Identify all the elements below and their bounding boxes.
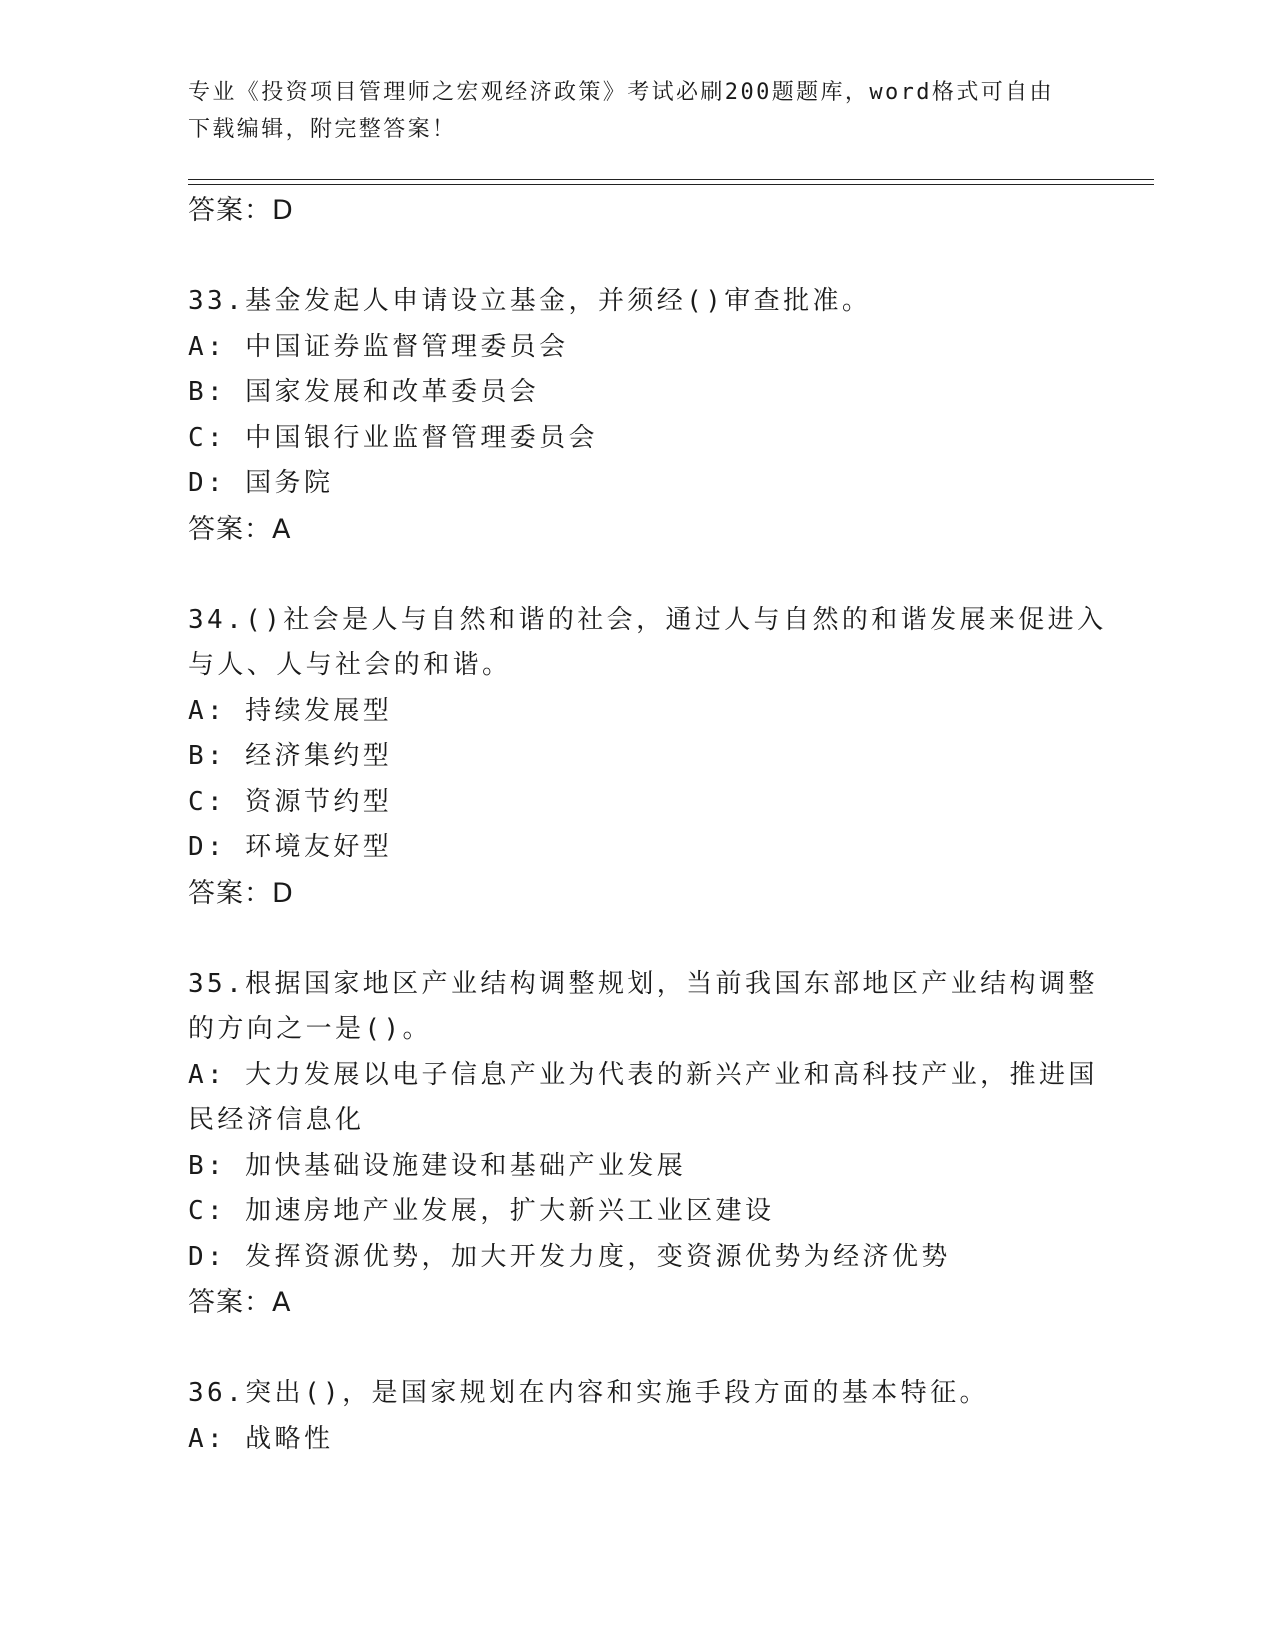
question-stem: 33.基金发起人申请设立基金，并须经()审查批准。: [188, 286, 872, 316]
question-stem: 36.突出()，是国家规划在内容和实施手段方面的基本特征。: [188, 1378, 989, 1408]
option-d: D: 发挥资源优势，加大开发力度，变资源优势为经济优势: [188, 1241, 951, 1272]
option-a: A: 持续发展型: [188, 695, 393, 726]
option-c: C: 加速房地产业发展，扩大新兴工业区建设: [188, 1196, 775, 1226]
option-c: C: 中国银行业监督管理委员会: [188, 422, 598, 453]
answer-line: 答案：A: [188, 513, 292, 545]
option-a-continued: 民经济信息化: [188, 1105, 365, 1135]
header-divider-bottom: [188, 184, 1154, 185]
option-b: B: 经济集约型: [188, 741, 393, 771]
question-block: [188, 279, 1088, 552]
question-block: [188, 598, 1107, 917]
question-block: [188, 962, 1098, 1326]
spacer: [188, 916, 1088, 962]
question-stem-continued: 与人、人与社会的和谐。: [188, 650, 512, 680]
answer-line: 答案：D: [188, 195, 294, 226]
document-body: [188, 188, 1107, 1462]
option-d: D: 国务院: [188, 468, 334, 498]
spacer: [188, 234, 1088, 280]
header-line-2: 下载编辑，附完整答案！: [188, 117, 457, 142]
header-divider-top: [188, 179, 1154, 180]
question-stem: 34.()社会是人与自然和谐的社会，通过人与自然的和谐发展来促进入: [188, 604, 1107, 635]
question-stem: 35.根据国家地区产业结构调整规划，当前我国东部地区产业结构调整: [188, 968, 1098, 999]
answer-line: 答案：A: [188, 1287, 292, 1318]
answer-line: 答案：D: [188, 877, 294, 909]
spacer: [188, 552, 1088, 598]
header-line-1: 专业《投资项目管理师之宏观经济政策》考试必刷200题题库，word格式可自由: [188, 80, 1054, 105]
spacer: [188, 1326, 1088, 1372]
option-a: A: 中国证券监督管理委员会: [188, 331, 569, 362]
option-d: D: 环境友好型: [188, 832, 393, 862]
option-a: A: 战略性: [188, 1423, 334, 1454]
option-b: B: 加快基础设施建设和基础产业发展: [188, 1150, 687, 1181]
question-block: [188, 1371, 1088, 1462]
question-stem-continued: 的方向之一是()。: [188, 1014, 432, 1044]
option-c: C: 资源节约型: [188, 786, 393, 817]
document-header: [188, 74, 1068, 148]
option-a: A: 大力发展以电子信息产业为代表的新兴产业和高科技产业，推进国: [188, 1059, 1098, 1090]
option-b: B: 国家发展和改革委员会: [188, 377, 540, 407]
